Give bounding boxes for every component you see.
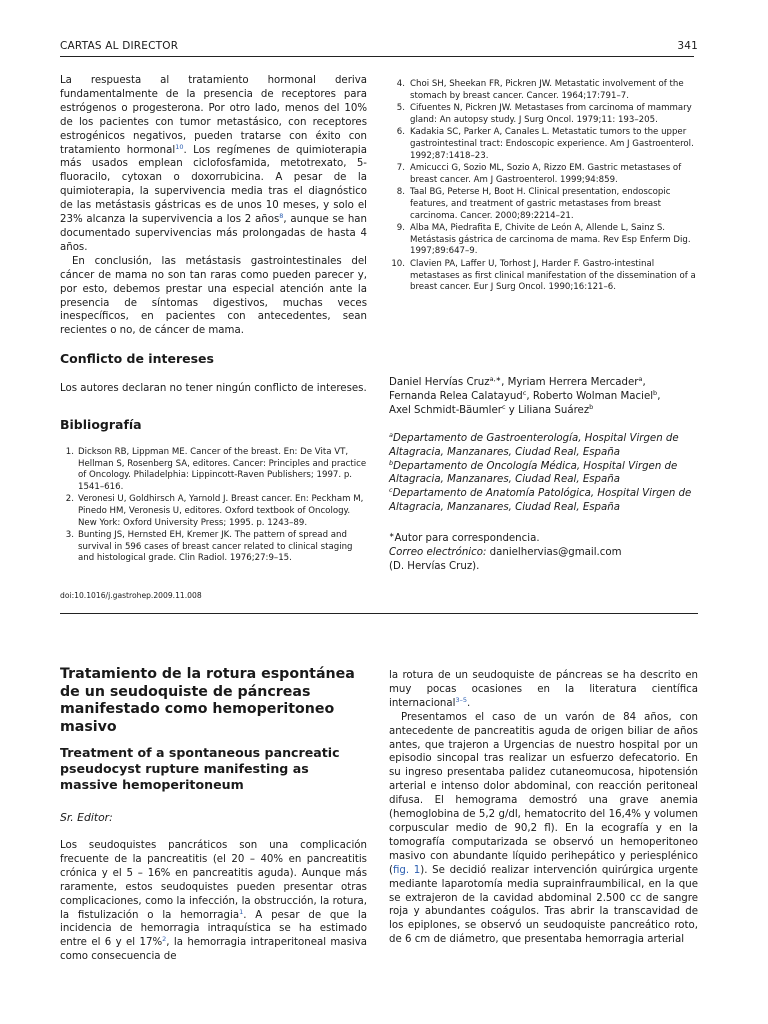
author-line: Daniel Hervías Cruz$^{a,∗}$, Myriam Herrera Mercader$^a$, [389, 375, 646, 388]
letter2-right-column [389, 669, 698, 947]
salutation: Sr. Editor: [60, 811, 113, 824]
reference-text: Clavien PA, Laffer U, Torhost J, Harder F. Gastro-intestinal metastases as first clinical manifestation of the dissemination of a breast cancer. Eur J Surg Oncol. 1990;16:121–6. [410, 258, 696, 293]
letter2-title-block [60, 666, 367, 793]
citation-superscript: a [638, 375, 643, 383]
reference-number: 2. [65, 494, 74, 505]
affiliation: $^a$Departamento de Gastroenterología, Hospital Virgen de Altagracia, Manzanares, Ciudad Real, España [389, 431, 679, 458]
reference-item [389, 223, 698, 258]
letter1-left-column [60, 74, 367, 338]
reference-text: Dickson RB, Lippman ME. Cancer of the breast. En: De Vita VT, Hellman S, Rosenberg SA, editores. Cancer: Principles and practice of Oncology. Philadelphia: Lippincott-Raven Publishers; 1997. p. 1541–616. [78, 447, 367, 492]
reference-text: Veronesi U, Goldhirsch A, Yarnold J. Breast cancer. En: Peckham M, Pinedo HM, Veronesis U, editores. Oxford textbook of Oncology. New York: Oxford University Press; 1995. p. 1243–89. [78, 494, 364, 528]
reference-number: 1. [65, 447, 74, 457]
reference-text: Amicucci G, Sozio ML, Sozio A, Rizzo EM. Gastric metastases of breast cancer. Am J Gastroenterol. 1999;94:859. [410, 163, 682, 185]
conflict-heading: Conflicto de intereses [60, 351, 214, 366]
bibliography-heading: Bibliografía [60, 417, 142, 432]
reference-item [60, 494, 367, 529]
reference-text: Choi SH, Sheekan FR, Pickren JW. Metastatic involvement of the stomach by breast cancer. Cancer. 1964;17:791–7. [410, 79, 684, 101]
affiliations [389, 432, 698, 515]
citation-superscript: b [589, 402, 594, 411]
citation-superscript[interactable]: 2 [162, 935, 167, 944]
author-line: Fernanda Relea Calatayud$^c$, Roberto Wolman Maciel$^b$, [389, 388, 661, 402]
citation-superscript[interactable]: 8 [279, 212, 284, 221]
citation-superscript: a,∗ [489, 375, 502, 383]
references-right [389, 79, 698, 295]
reference-item [60, 447, 367, 493]
citation-superscript[interactable]: 1 [239, 907, 244, 916]
letter2-paragraph-1: Los seudoquistes pancráticos son una complicación frecuente de la pancreatitis (el 20 – 40% en pancreatitis crónica y el 5 – 16% en pancreatitis aguda). Aunque más raramente, estos seudoquistes pueden presentar otras complicaciones, como la infección, la obstrucción, la rotura, la fistulización o la hemorragia$^1$. A pesar de que la incidencia de hemorragia intraquística se ha estimado entre el 6 y el 17%$^2$, la hemorragia intraperitoneal masiva como consecuencia de [60, 840, 367, 963]
citation-superscript: c [522, 388, 527, 397]
affiliation: $^b$Departamento de Oncología Médica, Hospital Virgen de Altagracia, Manzanares, Ciudad Real, España [389, 458, 678, 486]
reference-text: Cifuentes N, Pickren JW. Metastases from carcinoma of mammary gland: An autopsy study. J Surg Oncol. 1979;11: 193–205. [410, 103, 692, 125]
affiliation: $^c$Departamento de Anatomía Patológica, Hospital Virgen de Altagracia, Manzanares, Ciudad Real, España [389, 486, 692, 513]
citation-superscript[interactable]: 3–5 [455, 695, 467, 704]
letter2-paragraph-1-cont: la rotura de un seudoquiste de páncreas se ha descrito en muy pocas ocasiones en la literatura científica internacional$^{3-5}$. [389, 670, 698, 709]
email-name: (D. Hervías Cruz). [389, 560, 480, 572]
letter2-paragraph-2: Presentamos el caso de un varón de 84 años, con antecedente de pancreatitis aguda de origen biliar de años antes, que trajeron a Urgencias de nuestro hospital por un episodio sincopal tras realizar un esfuerzo defecatorio. En su ingreso presentaba palidez cutaneomucosa, hipotensión arterial e intenso dolor abdominal, con reacción peritoneal difusa. El hemograma demostró una grave anemia (hemoglobina de 5,2 g/dl, hematocrito del 16,4% y volumen corpuscular medio de 90,2 fl). En la ecografía y en la tomografía computarizada se observó un hemoperitoneo masivo con abundante líquido perihepático y periesplénico (fig. 1). Se decidió realizar intervención quirúrgica urgente mediante laparotomía media suprainfraumbilical, en la que se extrajeron de la cavidad abdominal 2.500 cc de sangre roja y abundantes coágulos. Tras abrir la transcavidad de los epiplones, se observó un seudoquiste pancreático roto, de 6 cm de diámetro, que presentaba hemorragia arterial [389, 711, 699, 946]
letter2-left-column [60, 839, 367, 964]
author-line: Axel Schmidt-Bäumler$^c$ y Liliana Suárez$^b$ [389, 402, 594, 416]
article-title-en: Treatment of a spontaneous pancreatic pseudocyst rupture manifesting as massive hemoperitoneum [60, 745, 340, 793]
reference-text: Kadakia SC, Parker A, Canales L. Metastatic tumors to the upper gastrointestinal tract: Endoscopic experience. Am J Gastroenterol. 1992;87:1418–23. [410, 127, 694, 161]
reference-number: 5. [396, 103, 405, 114]
references-left [60, 447, 367, 566]
conflict-text: Los autores declaran no tener ningún conflicto de intereses. [60, 383, 367, 394]
reference-number: 3. [65, 530, 74, 541]
reference-text: Bunting JS, Hernsted EH, Kremer JK. The pattern of spread and survival in 596 cases of breast cancer related to clinical staging and histological grade. Clin Radiol. 1976;27:9–15. [78, 530, 353, 564]
doi: doi:10.1016/j.gastrohep.2009.11.008 [60, 591, 202, 600]
reference-text: Alba MA, Piedrafita E, Chivite de León A, Allende L, Sainz S. Metástasis gástrica de carcinoma de mama. Rev Esp Enferm Dig. 1997;89:647–9. [410, 223, 691, 257]
article-divider [60, 613, 698, 614]
author-list [389, 376, 698, 417]
letter1-paragraph-2: En conclusión, las metástasis gastrointestinales del cáncer de mama no son tan raras como pueden parecer y, por esto, debemos prestar una especial atención ante la presencia de síntomas digestivos, muchas veces inespecíficos, en pacientes con antecedentes, sean recientes o no, de cáncer de mama. [60, 255, 367, 337]
email-link[interactable]: danielhervias@gmail.com [489, 546, 622, 558]
corr-mark: ∗ [389, 531, 395, 539]
citation-superscript: c [501, 402, 506, 411]
reference-item [60, 530, 367, 565]
reference-number: 8. [396, 187, 405, 198]
reference-number: 9. [396, 223, 405, 234]
corr-line: Autor para correspondencia. [394, 533, 540, 544]
figure-link[interactable]: fig. 1 [392, 864, 421, 876]
citation-superscript: b [653, 388, 658, 397]
reference-number: 7. [396, 163, 405, 174]
running-header: CARTAS AL DIRECTOR [60, 40, 179, 52]
header-rule [60, 56, 694, 57]
reference-item [389, 79, 698, 102]
reference-text: Taal BG, Peterse H, Boot H. Clinical presentation, endoscopic features, and treatment of gastric metastases from breast carcinoma. Cancer. 2000;89:2214–21. [410, 187, 671, 221]
reference-number: 6. [396, 127, 405, 138]
reference-item [389, 163, 698, 186]
page-number: 341 [677, 40, 698, 52]
email-label: Correo electrónico: [389, 546, 487, 558]
citation-superscript[interactable]: 10 [175, 142, 184, 151]
correspondence [389, 532, 698, 573]
reference-item [389, 127, 698, 162]
reference-item [389, 259, 698, 294]
reference-number: 10. [391, 258, 405, 269]
reference-item [389, 103, 698, 126]
letter1-paragraph-1: La respuesta al tratamiento hormonal deriva fundamentalmente de la presencia de receptores para estrógenos o progesterona. Por otro lado, menos del 10% de los pacientes con tumor metastásico, con receptores estrogénicos negativos, pueden tratarse con éxito con tratamiento hormonal$^{10}$. Los regímenes de quimioterapia más usados emplean ciclofosfamida, metotrexato, 5-fluoracilo, cytoxan o doxorrubicina. A pesar de la quimioterapia, la supervivencia media tras el diagnóstico de las metástasis gástricas es de unos 10 meses, y solo el 23% alcanza la supervivencia a los 2 años$^8$, aunque se han documentado supervivencias más prolongadas de hasta 4 años. [60, 75, 367, 253]
reference-item [389, 187, 698, 222]
reference-number: 4. [396, 79, 405, 89]
article-title: Tratamiento de la rotura espontánea de un seudoquiste de páncreas manifestado como hemoperitoneo masivo [60, 666, 355, 735]
